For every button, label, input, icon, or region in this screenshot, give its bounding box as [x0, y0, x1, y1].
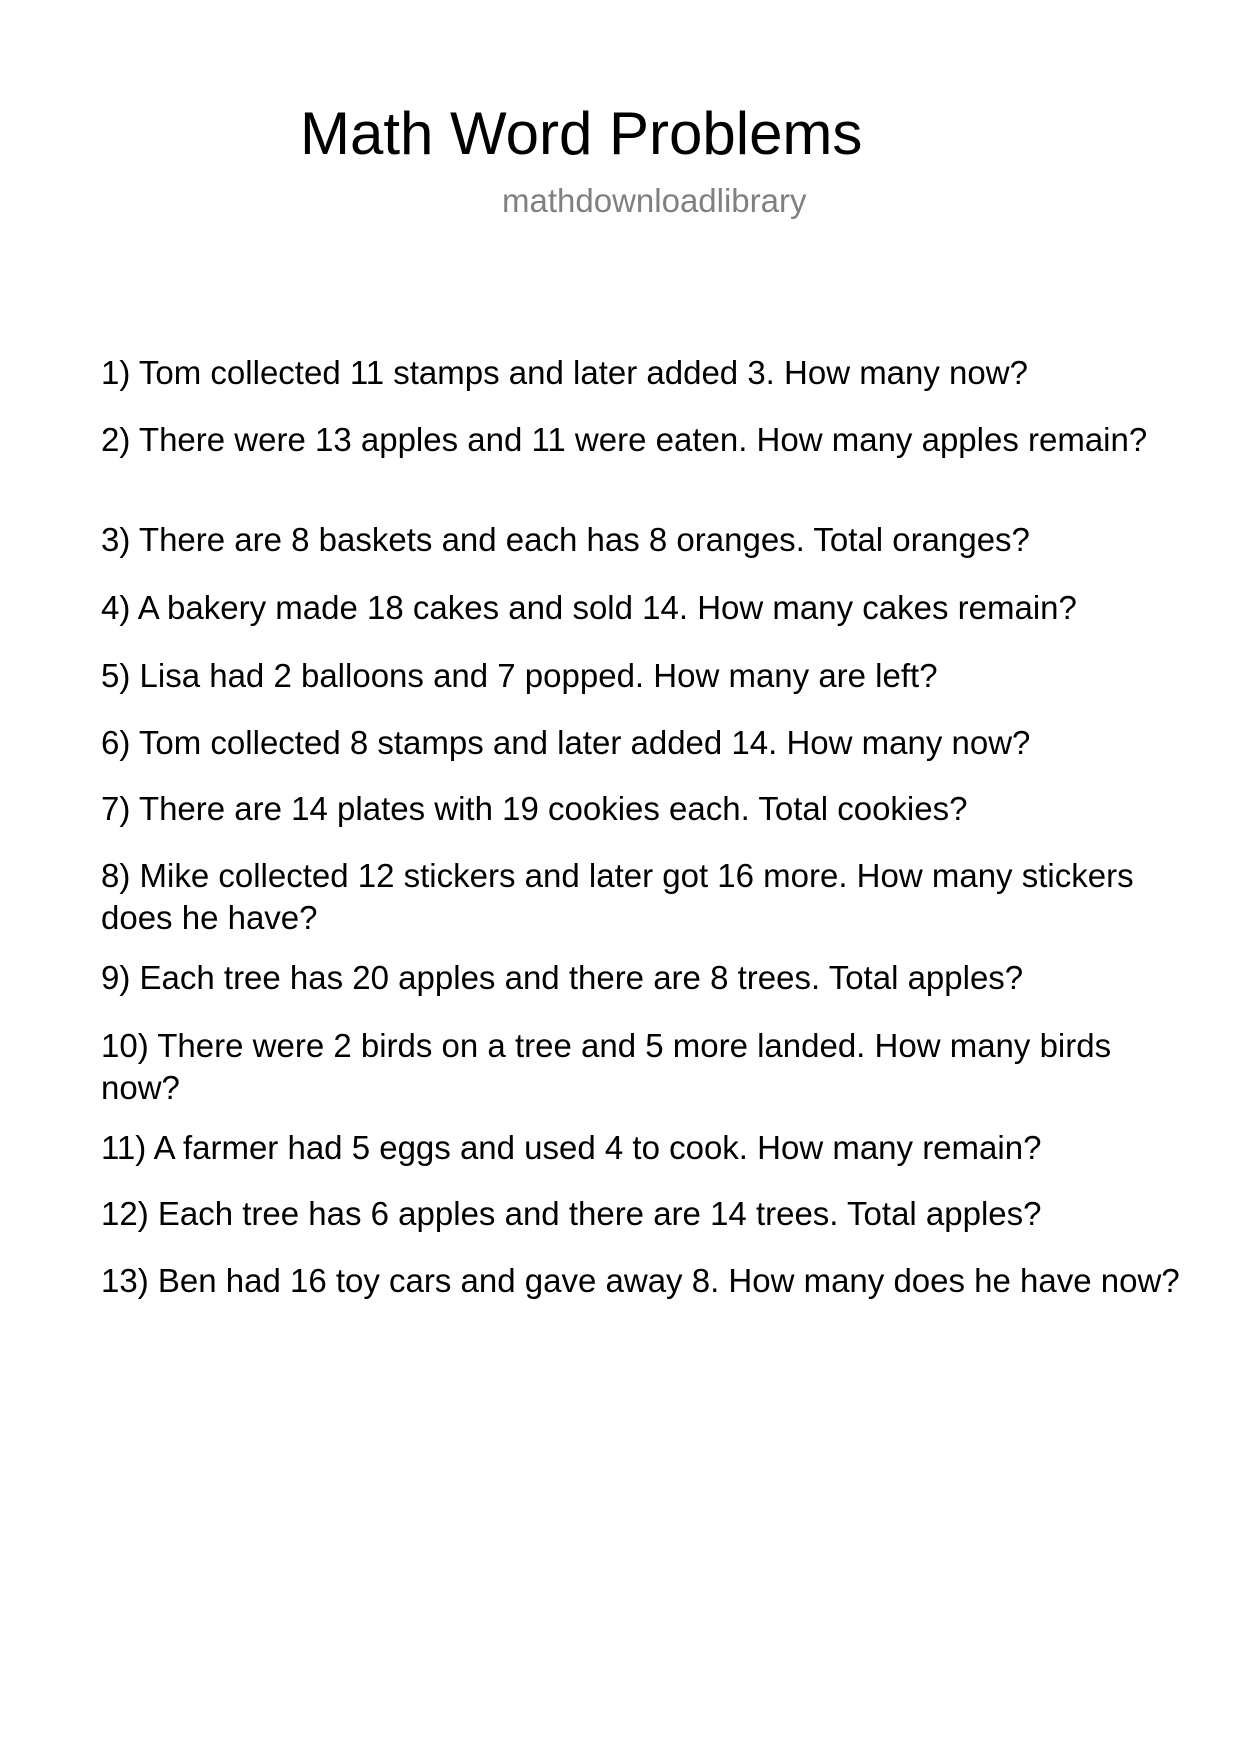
- problem-item: 6) Tom collected 8 stamps and later added 14. How many now?: [101, 724, 1031, 761]
- problem-item: 5) Lisa had 2 balloons and 7 popped. How many are left?: [101, 657, 938, 694]
- problem-item: 13) Ben had 16 toy cars and gave away 8. How many does he have now?: [101, 1262, 1180, 1299]
- problem-item: 10) There were 2 birds on a tree and 5 more landed. How many birds now?: [101, 1027, 1112, 1106]
- problem-item: 9) Each tree has 20 apples and there are 8 trees. Total apples?: [101, 959, 1024, 996]
- page-title: Math Word Problems: [300, 100, 863, 167]
- problem-item: 12) Each tree has 6 apples and there are 14 trees. Total apples?: [101, 1195, 1042, 1232]
- problem-item: 3) There are 8 baskets and each has 8 oranges. Total oranges?: [101, 521, 1030, 558]
- problem-item: 8) Mike collected 12 stickers and later got 16 more. How many stickers does he have?: [101, 857, 1134, 936]
- problem-item: 4) A bakery made 18 cakes and sold 14. How many cakes remain?: [101, 589, 1077, 626]
- problem-item: 1) Tom collected 11 stamps and later added 3. How many now?: [101, 354, 1028, 391]
- problem-item: 2) There were 13 apples and 11 were eaten. How many apples remain?: [101, 421, 1148, 458]
- problem-item: 7) There are 14 plates with 19 cookies each. Total cookies?: [101, 790, 968, 827]
- problem-item: 11) A farmer had 5 eggs and used 4 to cook. How many remain?: [101, 1129, 1042, 1166]
- page-subtitle: mathdownloadlibrary: [502, 182, 807, 219]
